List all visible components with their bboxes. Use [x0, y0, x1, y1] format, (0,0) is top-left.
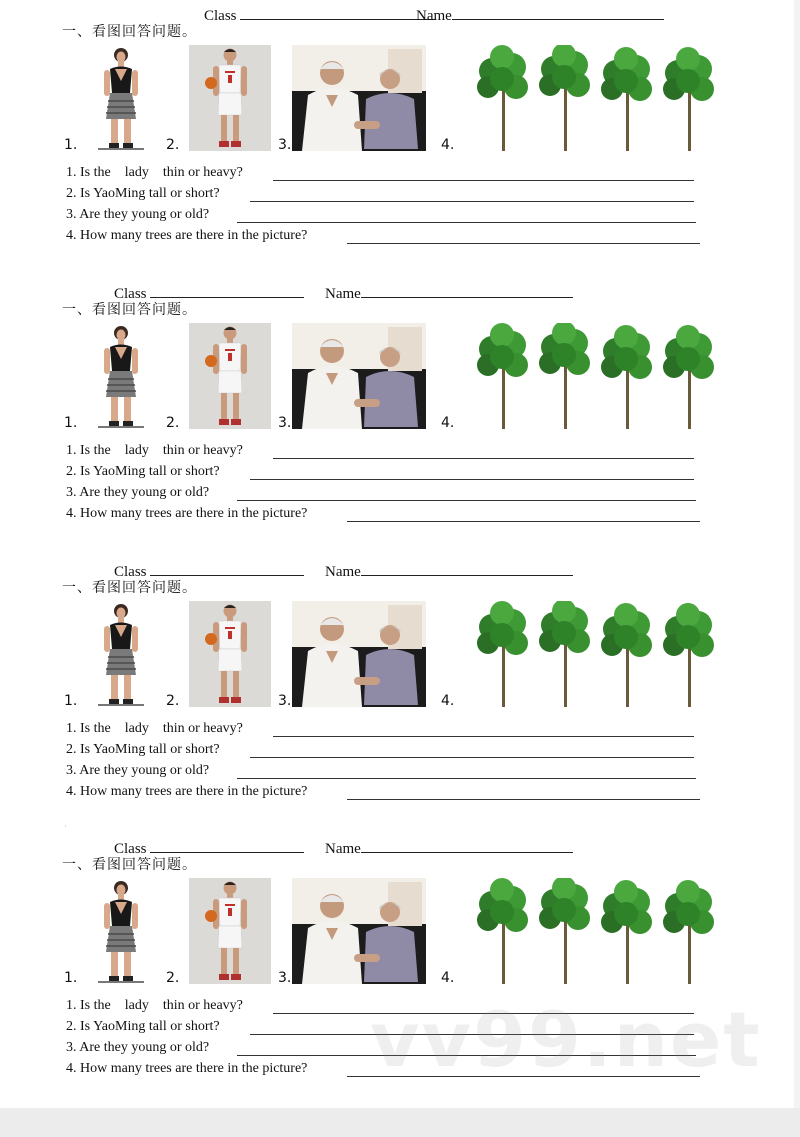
picture-number-4: 4.	[441, 137, 455, 153]
watermark: vv99.net	[370, 995, 762, 1084]
answer-line-3[interactable]	[237, 500, 696, 501]
name-label: Name	[325, 841, 361, 857]
name-field	[325, 838, 573, 858]
lady-picture	[98, 45, 144, 151]
question-2: 2. Is YaoMing tall or short?	[66, 742, 220, 757]
picture-number-3: 3.	[278, 137, 292, 153]
instruction: 一、看图回答问题。	[62, 857, 197, 873]
tree-icon	[539, 601, 590, 707]
question-4: 4. How many trees are there in the picture?	[66, 784, 308, 799]
answer-line-4[interactable]	[347, 243, 700, 244]
instruction: 一、看图回答问题。	[62, 302, 197, 318]
four-trees-picture	[472, 601, 720, 707]
name-field	[325, 561, 573, 581]
picture-number-2: 2.	[166, 970, 180, 986]
class-field	[114, 561, 304, 581]
tree-icon	[477, 323, 528, 429]
tree-icon	[663, 325, 714, 429]
tree-icon	[601, 603, 652, 707]
lady-picture	[98, 601, 144, 707]
elderly-couple-picture	[292, 601, 426, 707]
answer-line-1[interactable]	[273, 736, 694, 737]
class-blank[interactable]	[150, 561, 304, 576]
lady-picture	[98, 878, 144, 984]
name-blank[interactable]	[361, 283, 573, 298]
name-blank[interactable]	[361, 838, 573, 853]
question-4: 4. How many trees are there in the picture?	[66, 1061, 308, 1076]
tree-icon	[539, 45, 590, 151]
page-bottom-edge	[0, 1108, 800, 1137]
picture-number-2: 2.	[166, 415, 180, 431]
elderly-couple-picture	[292, 878, 426, 984]
class-blank[interactable]	[240, 5, 436, 20]
tree-icon	[663, 47, 714, 151]
answer-line-2[interactable]	[250, 201, 694, 202]
four-trees-picture	[472, 878, 720, 984]
answer-line-4[interactable]	[347, 799, 700, 800]
basketball-player-picture	[189, 878, 271, 984]
name-label: Name	[416, 8, 452, 24]
tree-icon	[477, 45, 528, 151]
question-1: 1. Is the lady thin or heavy?	[66, 165, 243, 180]
question-1: 1. Is the lady thin or heavy?	[66, 998, 243, 1013]
answer-line-4[interactable]	[347, 521, 700, 522]
worksheet-2	[0, 283, 800, 553]
lady-picture	[98, 323, 144, 429]
name-field	[325, 283, 573, 303]
elderly-couple-picture	[292, 45, 426, 151]
picture-number-3: 3.	[278, 970, 292, 986]
tree-icon	[539, 323, 590, 429]
picture-number-4: 4.	[441, 693, 455, 709]
picture-number-1: 1.	[64, 137, 78, 153]
answer-line-3[interactable]	[237, 778, 696, 779]
question-2: 2. Is YaoMing tall or short?	[66, 464, 220, 479]
class-label: Class	[114, 564, 147, 580]
tree-icon	[601, 325, 652, 429]
class-field	[114, 283, 304, 303]
question-3: 3. Are they young or old?	[66, 207, 210, 222]
scan-mark: ·	[64, 822, 67, 831]
picture-number-4: 4.	[441, 415, 455, 431]
question-3: 3. Are they young or old?	[66, 1040, 210, 1055]
basketball-player-picture	[189, 601, 271, 707]
picture-number-2: 2.	[166, 137, 180, 153]
name-label: Name	[325, 564, 361, 580]
class-blank[interactable]	[150, 838, 304, 853]
tree-icon	[601, 880, 652, 984]
question-3: 3. Are they young or old?	[66, 485, 210, 500]
picture-number-3: 3.	[278, 415, 292, 431]
tree-icon	[663, 880, 714, 984]
answer-line-1[interactable]	[273, 180, 694, 181]
instruction: 一、看图回答问题。	[62, 580, 197, 596]
elderly-couple-picture	[292, 323, 426, 429]
question-4: 4. How many trees are there in the picture?	[66, 506, 308, 521]
tree-icon	[477, 878, 528, 984]
answer-line-3[interactable]	[237, 222, 696, 223]
answer-line-2[interactable]	[250, 757, 694, 758]
name-blank[interactable]	[452, 5, 664, 20]
picture-number-1: 1.	[64, 970, 78, 986]
four-trees-picture	[472, 45, 720, 151]
four-trees-picture	[472, 323, 720, 429]
question-2: 2. Is YaoMing tall or short?	[66, 1019, 220, 1034]
instruction: 一、看图回答问题。	[62, 24, 197, 40]
class-field	[204, 5, 436, 25]
tree-icon	[477, 601, 528, 707]
basketball-player-picture	[189, 323, 271, 429]
question-3: 3. Are they young or old?	[66, 763, 210, 778]
answer-line-2[interactable]	[250, 479, 694, 480]
question-1: 1. Is the lady thin or heavy?	[66, 721, 243, 736]
name-blank[interactable]	[361, 561, 573, 576]
name-label: Name	[325, 286, 361, 302]
class-label: Class	[204, 8, 237, 24]
basketball-player-picture	[189, 45, 271, 151]
tree-icon	[601, 47, 652, 151]
class-label: Class	[114, 286, 147, 302]
picture-number-4: 4.	[441, 970, 455, 986]
worksheet-1	[0, 5, 800, 275]
picture-number-1: 1.	[64, 415, 78, 431]
class-blank[interactable]	[150, 283, 304, 298]
question-4: 4. How many trees are there in the picture?	[66, 228, 308, 243]
tree-icon	[663, 603, 714, 707]
class-label: Class	[114, 841, 147, 857]
answer-line-1[interactable]	[273, 458, 694, 459]
question-1: 1. Is the lady thin or heavy?	[66, 443, 243, 458]
picture-number-3: 3.	[278, 693, 292, 709]
worksheet-3	[0, 561, 800, 831]
picture-number-2: 2.	[166, 693, 180, 709]
question-2: 2. Is YaoMing tall or short?	[66, 186, 220, 201]
class-field	[114, 838, 304, 858]
tree-icon	[539, 878, 590, 984]
name-field	[416, 5, 664, 25]
picture-number-1: 1.	[64, 693, 78, 709]
